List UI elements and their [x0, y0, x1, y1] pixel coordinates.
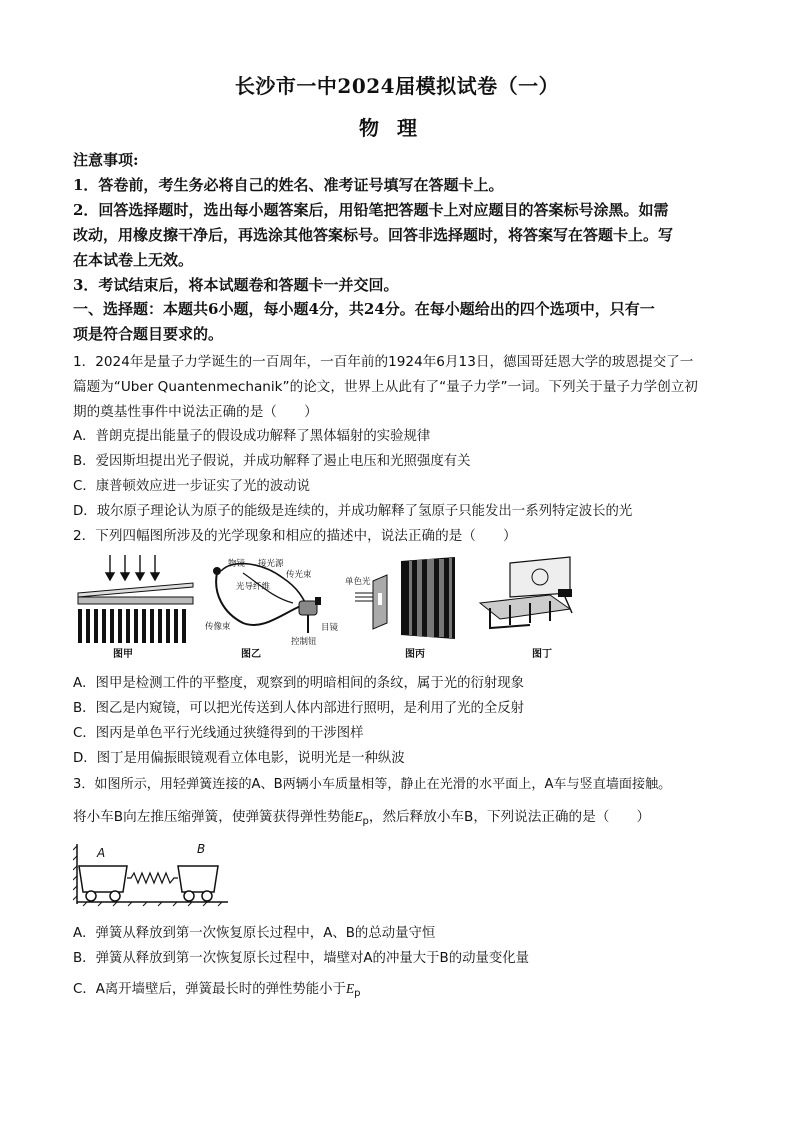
q3-option-c [73, 978, 723, 999]
figure-jia-drawing [73, 553, 198, 643]
q1-option-a: A．普朗克提出能量子的假设成功解释了黑体辐射的实验规律 [73, 429, 431, 444]
section-heading-line2: 项是符合题目要求的。 [73, 325, 224, 343]
notes-item: 3．考试结束后，将本试题卷和答题卡一并交回。 [73, 276, 399, 294]
q2-option-b: B．图乙是内窥镜，可以把光传送到人体内部进行照明，是利用了光的全反射 [73, 701, 525, 716]
figure-yi [203, 553, 343, 658]
figure-ding-caption: 图丁 [532, 649, 552, 660]
q1-stem-line: 篇题为“Uber Quantenmechanik”的论文，世界上从此有了“量子力学”一词。下列关于量子力学创立初 [73, 379, 698, 395]
q3-stem-pre: 将小车B向左推压缩弹簧，使弹簧获得弹性势能 [73, 809, 355, 825]
ep-subscript: p [362, 816, 369, 827]
q1-option-d: D．玻尔原子理论认为原子的能级是连续的，并成功解释了氢原子只能发出一系列特定波长的光 [73, 504, 633, 519]
subject-title: 物理 [359, 116, 435, 140]
label-mujing: 目镜 [321, 623, 339, 633]
q3-option-a: A．弹簧从释放到第一次恢复原长过程中，A、B的总动量守恒 [73, 926, 436, 941]
section-heading-line1: 一、选择题：本题共6小题，每小题4分，共24分。在每小题给出的四个选项中，只有一 [73, 300, 655, 318]
figure-ding-drawing [470, 553, 590, 645]
label-wujing: 物镜 [228, 559, 246, 569]
notes-item: 2．回答选择题时，选出每小题答案后，用铅笔把答题卡上对应题目的答案标号涂黑。如需 [73, 201, 669, 219]
label-guangdaoxianwei: 光导纤维 [236, 582, 271, 592]
label-chuanguangshu: 传光束 [286, 570, 312, 580]
label-chuanxiangshu: 传像束 [205, 622, 231, 632]
q3-figure [73, 840, 233, 912]
q1-option-c: C．康普顿效应进一步证实了光的波动说 [73, 479, 310, 494]
ep-symbol: E [345, 981, 355, 996]
q1-stem-line: 期的奠基性事件中说法正确的是（ ） [73, 404, 318, 420]
q1-stem-line: 1．2024年是量子力学诞生的一百周年，一百年前的1924年6月13日，德国哥廷恩大学的玻恩提交了一 [73, 354, 694, 370]
figure-bing-caption: 图丙 [405, 649, 425, 660]
label-kongzhiniu: 控制钮 [291, 637, 317, 647]
cart-a-label: A [97, 846, 106, 860]
figure-jia-caption: 图甲 [113, 649, 133, 660]
q2-option-d: D．图丁是用偏振眼镜观看立体电影，说明光是一种纵波 [73, 751, 405, 766]
ep-subscript: p [354, 988, 361, 999]
q2-option-a: A．图甲是检测工件的平整度，观察到的明暗相间的条纹，属于光的衍射现象 [73, 676, 525, 691]
ep-symbol: E [354, 809, 363, 824]
q3-stem-line1: 3．如图所示，用轻弹簧连接的A、B两辆小车质量相等，静止在光滑的水平面上，A车与竖直墙面接触。 [73, 777, 672, 792]
q3-stem-line2 [73, 805, 723, 827]
q2-stem: 2．下列四幅图所涉及的光学现象和相应的描述中，说法正确的是（ ） [73, 528, 517, 544]
notes-item: 在本试卷上无效。 [73, 251, 194, 269]
notes-item: 改动，用橡皮擦干净后，再选涂其他答案标号。回答非选择题时，将答案写在答题卡上。写 [73, 226, 674, 244]
figure-yi-caption: 图乙 [241, 649, 261, 660]
label-danseguang: 单色光 [345, 577, 371, 587]
cart-b-label: B [197, 842, 206, 856]
q3-option-b: B．弹簧从释放到第一次恢复原长过程中，墙壁对A的冲量大于B的动量变化量 [73, 951, 530, 966]
notes-item: 1．答卷前，考生务必将自己的姓名、准考证号填写在答题卡上。 [73, 176, 504, 194]
q3-stem-post: ，然后释放小车B，下列说法正确的是（ ） [368, 809, 651, 825]
figure-bing [345, 553, 460, 658]
exam-title: 长沙市一中2024届模拟试卷（一） [234, 74, 560, 98]
figure-jia [73, 553, 198, 658]
q2-option-c: C．图丙是单色平行光线通过狭缝得到的干涉图样 [73, 726, 364, 741]
notes-heading: 注意事项: [73, 151, 139, 169]
q1-option-b: B．爱因斯坦提出光子假说，并成功解释了遏止电压和光照强度有关 [73, 454, 471, 469]
figure-bing-drawing [345, 553, 460, 645]
label-jieguangyuan: 接光源 [258, 559, 284, 569]
q3-option-c-text: C．A离开墙壁后，弹簧最长时的弹性势能小于 [73, 982, 346, 997]
figure-ding [470, 553, 590, 658]
